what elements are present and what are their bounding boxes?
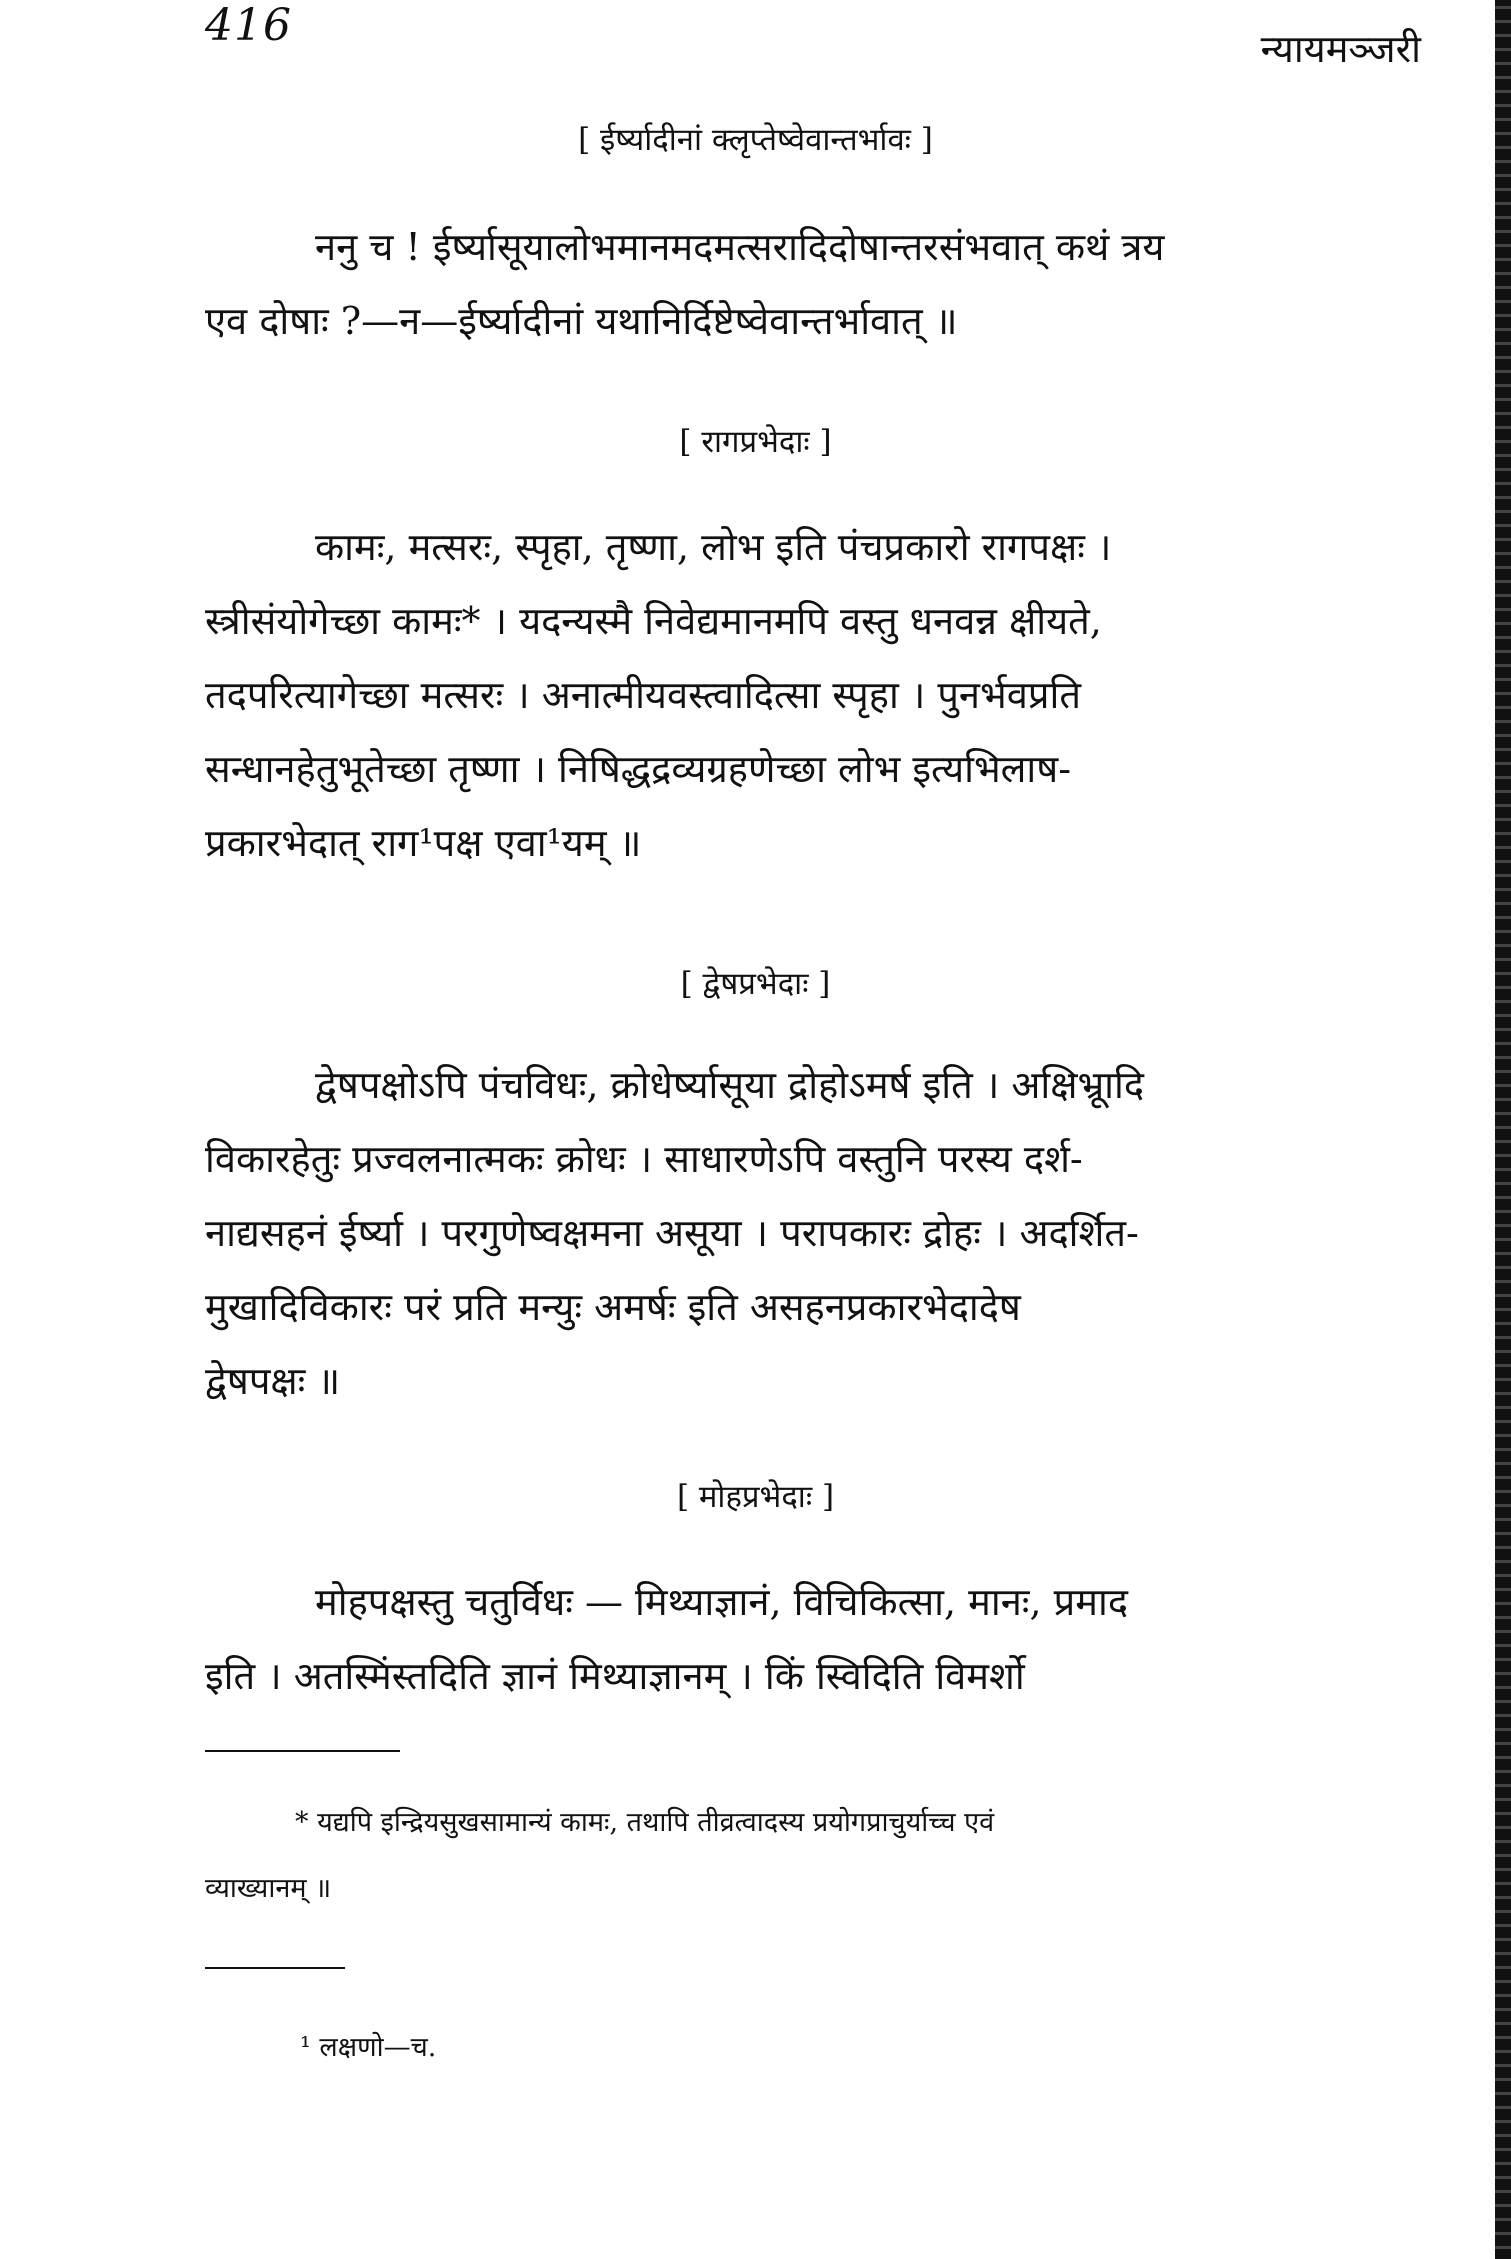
text-line: इति । अतस्मिंस्तदिति ज्ञानं मिथ्याज्ञानम् । किं स्विदिति विमर्शो [205, 1654, 1025, 1698]
text-line: नाद्यसहनं ईर्ष्या । परगुणेष्वक्षमना असूया । परापकारः द्रोहः । अदर्शित- [205, 1211, 1139, 1255]
text-line: तदपरित्यागेच्छा मत्सरः । अनात्मीयवस्त्वादित्सा स्पृहा । पुनर्भवप्रति [205, 673, 1081, 717]
footnote-line: ¹ लक्षणो—च. [300, 2032, 437, 2063]
section-paragraph-3 [205, 1048, 1418, 1418]
footnote-variant [205, 2015, 1418, 2081]
section-heading-1: [ ईर्ष्यादीनां क्लृप्तेष्वेवान्तर्भावः ] [578, 122, 933, 158]
section-heading-3: [ द्वेषप्रभेदाः ] [680, 966, 831, 1002]
section-paragraph-2 [205, 510, 1418, 880]
section-paragraph-4 [205, 1565, 1418, 1713]
text-line: सन्धानहेतुभूतेच्छा तृष्णा । निषिद्धद्रव्यग्रहणेच्छा लोभ इत्यभिलाष- [205, 747, 1072, 791]
text-line: एव दोषाः ?—न—ईर्ष्यादीनां यथानिर्दिष्टेष्वेवान्तर्भावात् ॥ [205, 299, 958, 343]
text-line: कामः, मत्सरः, स्पृहा, तृष्णा, लोभ इति पंचप्रकारो रागपक्षः । [315, 525, 1112, 569]
page-number: 416 [205, 0, 292, 51]
footnote-rule [205, 1750, 400, 1752]
section-heading-2: [ रागप्रभेदाः ] [679, 424, 832, 460]
text-line: मुखादिविकारः परं प्रति मन्युः अमर्षः इति असहनप्रकारभेदादेष [205, 1285, 1021, 1329]
footnote-line: व्याख्यानम् ॥ [205, 1873, 332, 1904]
text-line: प्रकारभेदात् राग¹पक्ष एवा¹यम् ॥ [205, 821, 642, 865]
running-head: न्यायमञ्जरी [1260, 27, 1421, 71]
section-heading-4: [ मोहप्रभेदाः ] [676, 1479, 835, 1515]
text-line: ननु च ! ईर्ष्यासूयालोभमानमदमत्सरादिदोषान्तरसंभवात् कथं त्रय [315, 225, 1165, 269]
variant-rule [205, 1967, 345, 1969]
section-paragraph-1 [205, 210, 1418, 358]
binding-edge [1495, 0, 1511, 2259]
text-line: द्वेषपक्षः ॥ [205, 1359, 341, 1403]
text-line: स्त्रीसंयोगेच्छा कामः* । यदन्यस्मै निवेद्यमानमपि वस्तु धनवन्न क्षीयते, [205, 599, 1102, 643]
footnote-star [205, 1790, 1418, 1922]
text-line: विकारहेतुः प्रज्वलनात्मकः क्रोधः । साधारणेऽपि वस्तुनि परस्य दर्श- [205, 1137, 1083, 1181]
text-line: मोहपक्षस्तु चतुर्विधः — मिथ्याज्ञानं, विचिकित्सा, मानः, प्रमाद [315, 1580, 1129, 1624]
text-line: द्वेषपक्षोऽपि पंचविधः, क्रोधेर्ष्यासूया द्रोहोऽमर्ष इति । अक्षिभ्रूादि [315, 1063, 1145, 1107]
footnote-line: * यद्यपि इन्द्रियसुखसामान्यं कामः, तथापि तीव्रत्वादस्य प्रयोगप्राचुर्याच्च एवं [295, 1807, 995, 1838]
